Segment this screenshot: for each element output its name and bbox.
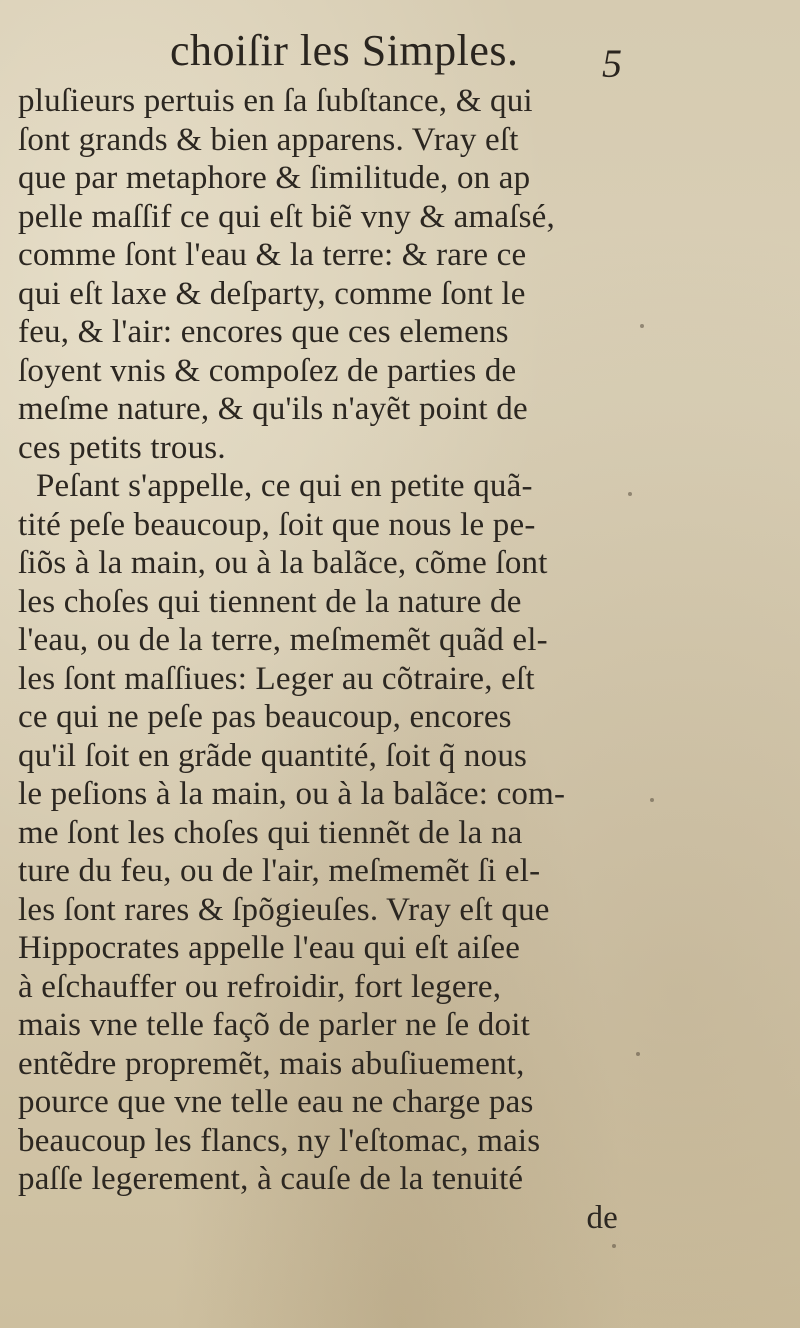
text-line: les ſont maſſiues: Leger au cõtraire, eſt [18, 660, 535, 697]
body-text [18, 82, 618, 1237]
page-number: 5 [602, 41, 622, 86]
text-line: que par metaphore & ſimilitude, on ap [18, 160, 531, 196]
paper-speck [612, 1244, 616, 1248]
text-line: ces petits trous. [18, 429, 226, 466]
paragraph-start-line: Peſant s'appelle, ce qui en petite quã- [36, 468, 533, 504]
text-line: à eſchauffer ou refroidir, fort legere, [18, 968, 502, 1005]
text-line: pluſieurs pertuis en ſa ſubſtance, & qui [18, 83, 533, 119]
catchword: de [586, 1199, 618, 1236]
text-line: Hippocrates appelle l'eau qui eſt aiſee [18, 930, 521, 966]
text-line: qu'il ſoit en grãde quantité, ſoit q̃ nous [18, 737, 528, 774]
paper-speck [640, 324, 644, 328]
paper-speck [628, 492, 632, 496]
text-line: comme ſont l'eau & la terre: & rare ce [18, 237, 527, 273]
text-line: ture du feu, ou de l'air, meſmemẽt ſi el- [18, 853, 541, 889]
running-head [0, 22, 800, 86]
paper-speck [650, 798, 654, 802]
text-line: paſſe legerement, à cauſe de la tenuité [18, 1161, 524, 1197]
text-line: qui eſt laxe & deſparty, comme ſont le [18, 275, 526, 312]
running-title: choiſir les Simples. [170, 26, 519, 75]
text-line: les ſont rares & ſpõgieuſes. Vray eſt que [18, 891, 550, 928]
text-line: ſont grands & bien apparens. Vray eſt [18, 121, 519, 158]
text-line: entẽdre propremẽt, mais abuſiuement, [18, 1045, 525, 1082]
text-line: mais vne telle façõ de parler ne ſe doit [18, 1007, 530, 1043]
text-line: me ſont les choſes qui tiennẽt de la na [18, 814, 523, 851]
text-line: beaucoup les flancs, ny l'eſtomac, mais [18, 1122, 541, 1159]
text-line: pelle maſſif ce qui eſt biẽ vny & amaſsé, [18, 198, 555, 235]
text-line: le peſions à la main, ou à la balãce: com- [18, 776, 566, 812]
text-line: meſme nature, & qu'ils n'ayẽt point de [18, 391, 528, 427]
text-line: ſoyent vnis & compoſez de parties de [18, 352, 517, 389]
text-line: ſiõs à la main, ou à la balãce, cõme ſont [18, 545, 548, 581]
text-line: ce qui ne peſe pas beaucoup, encores [18, 699, 512, 735]
text-line: feu, & l'air: encores que ces elemens [18, 314, 509, 350]
text-line: l'eau, ou de la terre, meſmemẽt quãd el- [18, 622, 548, 658]
text-line: pource que vne telle eau ne charge pas [18, 1084, 534, 1120]
paper-speck [636, 1052, 640, 1056]
text-line: les choſes qui tiennent de la nature de [18, 583, 522, 620]
text-line: tité peſe beaucoup, ſoit que nous le pe- [18, 506, 536, 543]
